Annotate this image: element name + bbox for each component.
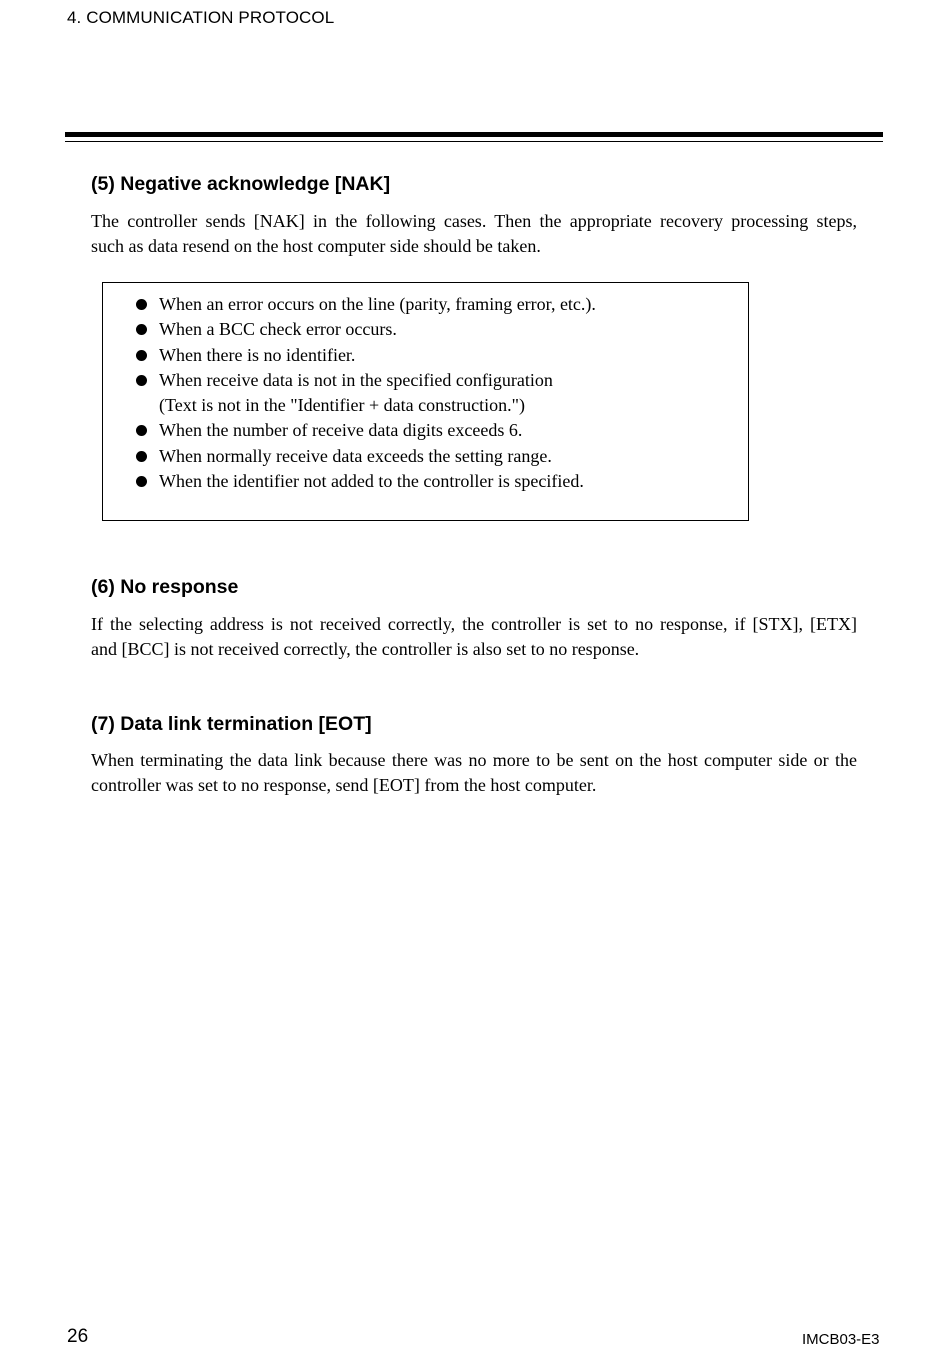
section-paragraph-no-response: [91, 612, 857, 662]
header-rule-thin: [65, 141, 883, 142]
document-code: IMCB03-E3: [802, 1331, 880, 1348]
nak-conditions-list: [103, 292, 596, 494]
condition-text: When a BCC check error occurs.: [159, 319, 397, 340]
paragraph-line: such as data resend on the host computer side should be taken.: [91, 236, 541, 256]
condition-text: When normally receive data exceeds the setting range.: [159, 445, 552, 466]
paragraph-line: If the selecting address is not received correctly, the controller is set to no response, if [STX], [ETX]: [91, 614, 857, 634]
paragraph-line: When terminating the data link because there was no more to be sent on the host computer side or the: [91, 750, 857, 770]
bullet-icon: [136, 375, 147, 386]
bullet-icon: [136, 476, 147, 487]
list-item: [103, 317, 596, 342]
section-heading-nak: (5) Negative acknowledge [NAK]: [91, 173, 391, 195]
list-item: [103, 292, 596, 317]
bullet-icon: [136, 425, 147, 436]
section-heading-eot: (7) Data link termination [EOT]: [91, 713, 372, 735]
page-number: 26: [67, 1326, 89, 1347]
header-rule-thick: [65, 132, 883, 137]
bullet-icon: [136, 324, 147, 335]
section-paragraph-nak: [91, 209, 857, 259]
list-item: [103, 368, 596, 419]
list-item: [103, 469, 596, 494]
paragraph-line: The controller sends [NAK] in the following cases. Then the appropriate recovery processing steps,: [91, 211, 857, 231]
bullet-icon: [136, 451, 147, 462]
nak-conditions-box: [102, 282, 749, 521]
bullet-icon: [136, 350, 147, 361]
bullet-icon: [136, 299, 147, 310]
paragraph-line: controller was set to no response, send [EOT] from the host computer.: [91, 775, 597, 795]
condition-text: When the identifier not added to the controller is specified.: [159, 471, 584, 492]
section-heading-no-response: (6) No response: [91, 576, 239, 598]
list-item: [103, 444, 596, 469]
running-header: 4. COMMUNICATION PROTOCOL: [67, 8, 335, 27]
condition-text: When the number of receive data digits exceeds 6.: [159, 420, 523, 441]
condition-note: (Text is not in the "Identifier + data construction."): [159, 395, 525, 416]
list-item: [103, 418, 596, 443]
condition-text: When an error occurs on the line (parity, framing error, etc.).: [159, 294, 596, 314]
section-paragraph-eot: [91, 748, 857, 798]
paragraph-line: and [BCC] is not received correctly, the controller is also set to no response.: [91, 639, 640, 659]
condition-text: When receive data is not in the specified configuration: [159, 369, 553, 390]
list-item: [103, 343, 596, 368]
condition-text: When there is no identifier.: [159, 344, 356, 365]
